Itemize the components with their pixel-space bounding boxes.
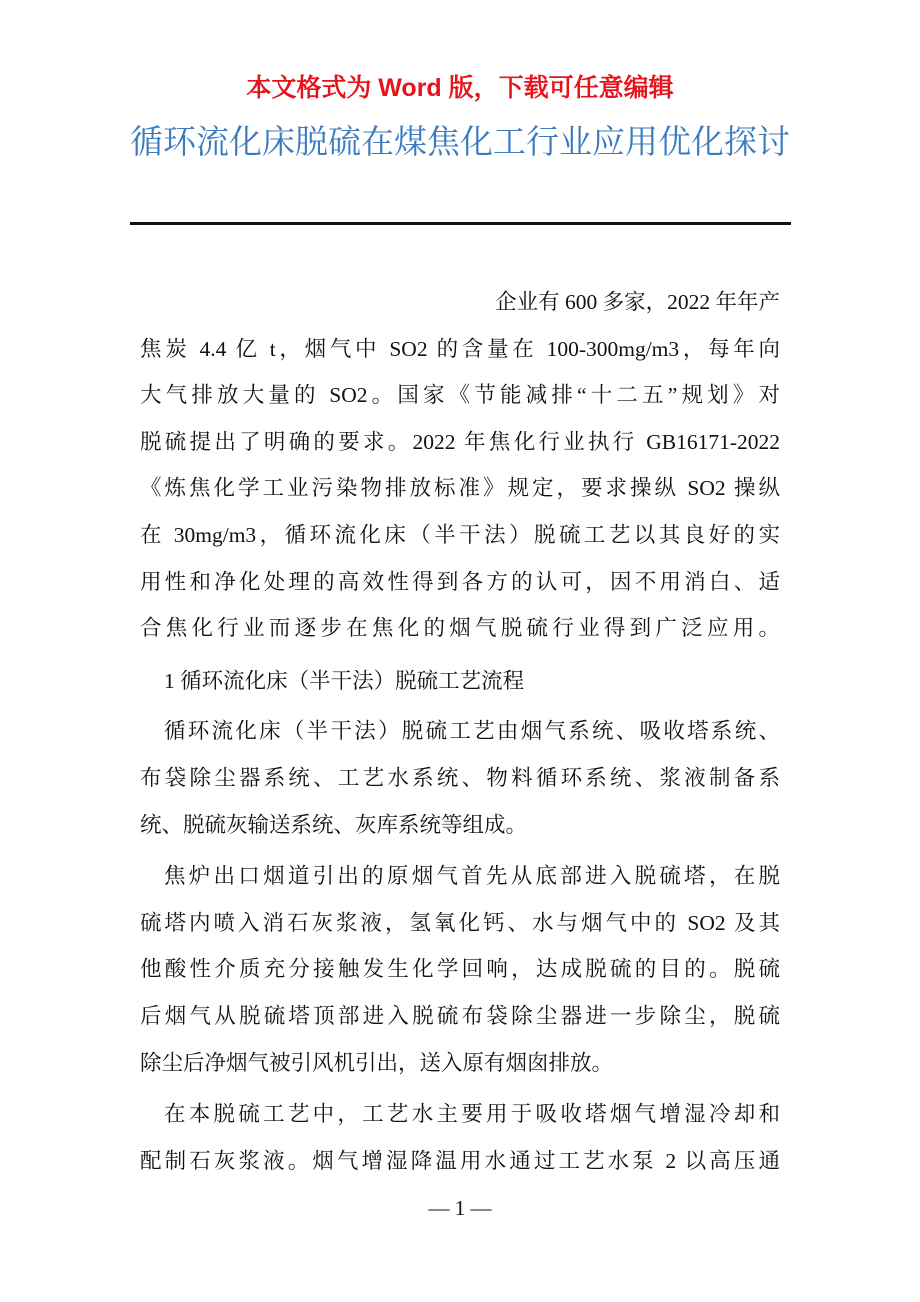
text-line: 焦炉出口烟道引出的原烟气首先从底部进入脱硫塔，在脱 (164, 864, 780, 889)
text-line: 在本脱硫工艺中，工艺水主要用于吸收塔烟气增湿冷却和 (164, 1102, 780, 1127)
text-line: 1 循环流化床（半干法）脱硫工艺流程 (164, 668, 525, 693)
document-body (140, 282, 780, 1192)
text-line: 用性和净化处理的高效性得到各方的认可，因不用消白、适 (140, 569, 780, 594)
text-line: 在 30mg/m3，循环流化床（半干法）脱硫工艺以其良好的实 (140, 522, 780, 547)
paragraph (140, 711, 780, 851)
text-line: 焦炭 4.4 亿 t，烟气中 SO2 的含量在 100-300mg/m3，每年向 (140, 336, 780, 361)
document-title: 循环流化床脱硫在煤焦化工行业应用优化探讨 (130, 123, 790, 160)
text-line: 布袋除尘器系统、工艺水系统、物料循环系统、浆液制备系 (140, 765, 780, 790)
paragraph (140, 282, 780, 655)
section-heading (140, 661, 780, 708)
text-line: 统、脱硫灰输送系统、灰库系统等组成。 (140, 812, 528, 837)
text-line: 配制石灰浆液。烟气增湿降温用水通过工艺水泵 2 以高压通 (140, 1148, 780, 1173)
text-line: 《炼焦化学工业污染物排放标准》规定，要求操纵 SO2 操纵 (140, 476, 780, 501)
title-divider (130, 222, 791, 225)
text-line: 循环流化床（半干法）脱硫工艺由烟气系统、吸收塔系统、 (164, 719, 780, 744)
editable-notice: 本文格式为 Word 版，下载可任意编辑 (246, 74, 674, 102)
text-line: 硫塔内喷入消石灰浆液，氢氧化钙、水与烟气中的 SO2 及其 (140, 910, 780, 935)
text-line: 除尘后净烟气被引风机引出，送入原有烟囱排放。 (140, 1050, 614, 1075)
text-line: 后烟气从脱硫塔顶部进入脱硫布袋除尘器进一步除尘，脱硫 (140, 1003, 780, 1028)
text-line: 他酸性介质充分接触发生化学回响，达成脱硫的目的。脱硫 (140, 957, 780, 982)
text-line: 企业有 600 多家，2022 年年产 (495, 290, 780, 314)
paragraph (140, 856, 780, 1089)
text-line: 合焦化行业而逐步在焦化的烟气脱硫行业得到广泛应用。 (140, 616, 780, 641)
text-line: 脱硫提出了明确的要求。2022 年焦化行业执行 GB16171-2022 (140, 429, 780, 454)
paragraph (140, 1094, 780, 1187)
page-number: — 1 — (428, 1196, 492, 1220)
text-line: 大气排放大量的 SO2。国家《节能减排“十二五”规划》对 (140, 383, 780, 408)
